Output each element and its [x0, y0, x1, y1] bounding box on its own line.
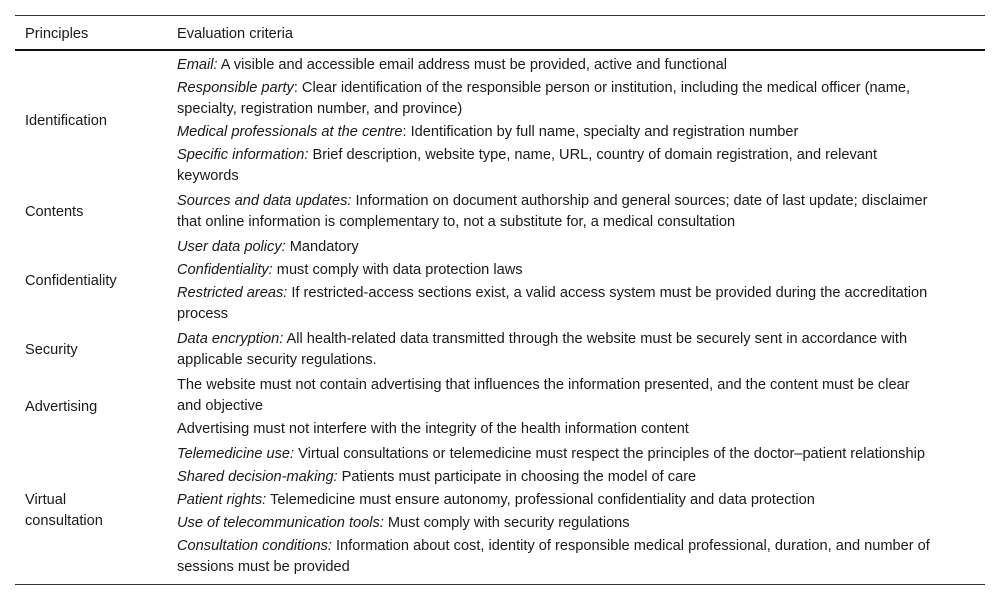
criterion-text: : Clear identification of the responsible person or institution, including the medical officer (name, specialty, registration number, and province) — [177, 80, 911, 117]
criterion-text: Patients must participate in choosing the model of care — [337, 469, 697, 485]
criterion-text: Must comply with security regulations — [383, 515, 630, 531]
criterion-term: Confidentiality: — [177, 262, 273, 278]
criterion-item — [177, 55, 937, 76]
criterion-item — [177, 329, 937, 371]
criterion-item — [177, 419, 937, 440]
criterion-text: Mandatory — [285, 239, 359, 255]
principle-cell — [15, 327, 177, 373]
criterion-item — [177, 513, 937, 534]
principle-cell — [15, 235, 177, 327]
criterion-term: Specific information: — [177, 147, 309, 163]
criterion-item — [177, 122, 937, 143]
table-row — [15, 50, 985, 189]
criterion-term: Shared decision-making: — [177, 469, 338, 485]
criterion-term: User data policy: — [177, 239, 286, 255]
criterion-text: A visible and accessible email address must be provided, active and functional — [217, 57, 727, 73]
principle-label: Contents — [25, 203, 84, 220]
criterion-text: If restricted-access sections exist, a valid access system must be provided during the accreditation process — [177, 285, 928, 322]
criteria-cell — [177, 442, 985, 585]
criterion-text: : Identification by full name, specialty and registration number — [402, 124, 799, 140]
principle-cell — [15, 50, 177, 189]
criteria-cell — [177, 50, 985, 189]
evaluation-criteria-table — [15, 15, 985, 585]
criterion-item — [177, 467, 937, 488]
table-body — [15, 50, 985, 585]
criterion-text: Brief description, website type, name, URL, country of domain registration, and relevant keywords — [177, 147, 878, 184]
table-header-row — [15, 16, 985, 51]
criteria-cell — [177, 235, 985, 327]
criterion-term: Restricted areas: — [177, 285, 288, 301]
principle-label: Virtual consultation — [25, 492, 103, 529]
criterion-item — [177, 375, 937, 417]
table-row — [15, 189, 985, 235]
principle-label: Identification — [25, 112, 107, 129]
criteria-cell — [177, 327, 985, 373]
criterion-text: Virtual consultations or telemedicine must respect the principles of the doctor–patient relationship — [294, 446, 925, 462]
criterion-item — [177, 260, 937, 281]
criterion-item — [177, 78, 937, 120]
principles-column-header: Principles — [15, 16, 177, 51]
criteria-cell — [177, 373, 985, 442]
principle-cell — [15, 442, 177, 585]
criterion-text: Information about cost, identity of responsible medical professional, duration, and number of sessions must be provided — [177, 538, 930, 575]
criterion-text: must comply with data protection laws — [272, 262, 523, 278]
table-row — [15, 442, 985, 585]
criterion-item — [177, 283, 937, 325]
table-row — [15, 235, 985, 327]
criterion-item — [177, 191, 937, 233]
table-row — [15, 327, 985, 373]
criterion-text: The website must not contain advertising that influences the information presented, and the content must be clear and objective — [177, 377, 910, 414]
criterion-term: Consultation conditions: — [177, 538, 332, 554]
criterion-item — [177, 444, 937, 465]
criterion-item — [177, 145, 937, 187]
principle-label: Security — [25, 341, 78, 358]
criterion-item — [177, 490, 937, 511]
principle-cell — [15, 373, 177, 442]
criterion-item — [177, 536, 937, 578]
criterion-term: Responsible party — [177, 80, 294, 96]
criterion-term: Email: — [177, 57, 218, 73]
criterion-term: Medical professionals at the centre — [177, 124, 403, 140]
criterion-text: All health-related data transmitted through the website must be securely sent in accordance with applicable security regulations. — [177, 331, 908, 368]
principle-label: Confidentiality — [25, 272, 117, 289]
principle-label: Advertising — [25, 399, 98, 415]
criterion-term: Use of telecommunication tools: — [177, 515, 384, 531]
table-row — [15, 373, 985, 442]
criteria-cell — [177, 189, 985, 235]
criterion-item — [177, 237, 937, 258]
criteria-column-header: Evaluation criteria — [177, 16, 985, 51]
criterion-term: Sources and data updates: — [177, 193, 352, 209]
criterion-term: Telemedicine use: — [177, 446, 295, 462]
criterion-term: Patient rights: — [177, 492, 267, 508]
criterion-term: Data encryption: — [177, 331, 284, 347]
criterion-text: Advertising must not interfere with the integrity of the health information content — [177, 421, 689, 437]
principle-cell — [15, 189, 177, 235]
criterion-text: Telemedicine must ensure autonomy, professional confidentiality and data protection — [266, 492, 815, 508]
criterion-text: Information on document authorship and general sources; date of last update; disclaimer that online information is complementary to, not a substitute for, a medical consultation — [177, 193, 928, 230]
